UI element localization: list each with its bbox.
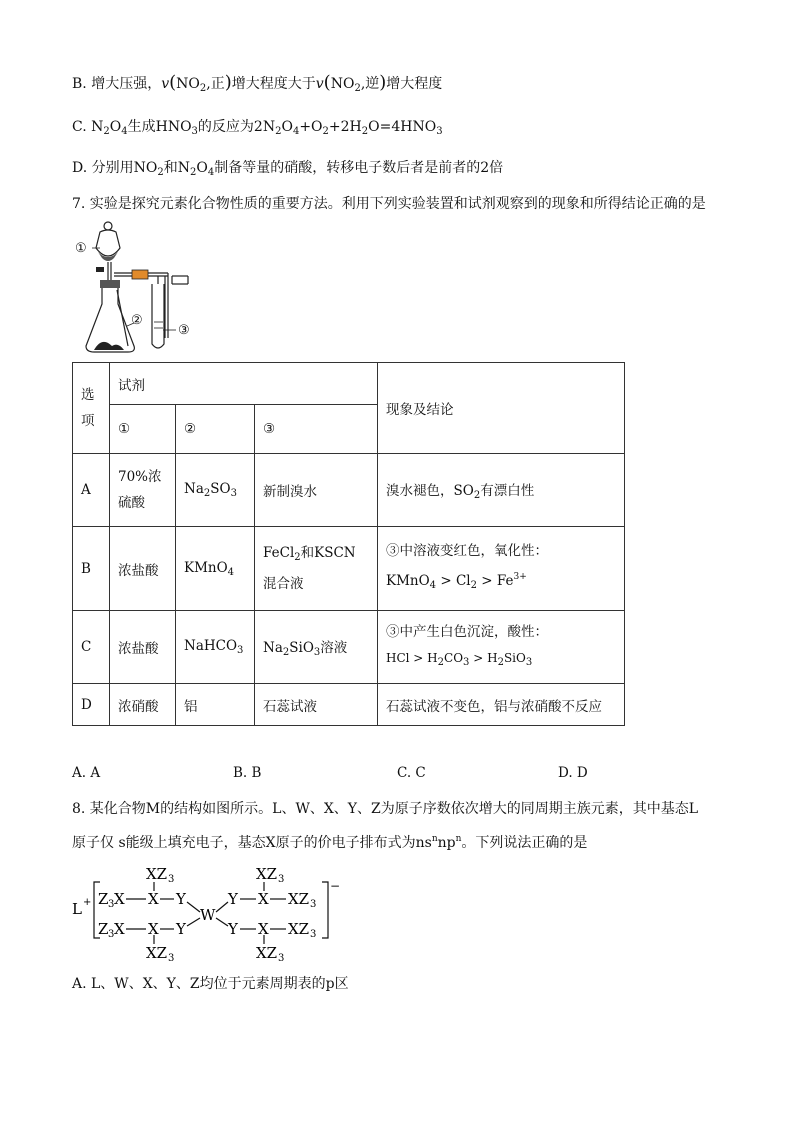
svg-text:X: X <box>114 890 125 908</box>
svg-text:Y: Y <box>228 920 238 938</box>
row-result: 溴水褪色，$SO_2$有漂白性 <box>378 454 625 527</box>
q8-option-a: A. L、W、X、Y、Z均位于元素周期表的p区 <box>72 976 349 992</box>
row-result: 石蕊试液不变色，铝与浓硝酸不反应 <box>378 684 625 726</box>
row-reagent-1: 浓硝酸 <box>110 684 176 726</box>
svg-text:3: 3 <box>310 929 317 940</box>
svg-text:+: + <box>83 897 92 908</box>
answer-b[interactable]: B. B <box>233 765 262 781</box>
svg-text:Y: Y <box>228 890 238 908</box>
reagent-table <box>72 362 625 726</box>
svg-text:W: W <box>200 906 216 924</box>
svg-text:Z: Z <box>98 890 109 908</box>
row-reagent-1: 浓盐酸 <box>110 527 176 611</box>
svg-text:X: X <box>258 920 269 938</box>
answer-c[interactable]: C. C <box>397 765 426 781</box>
q8-stem-line-2: 原子仅 s能级上填充电子，基态X原子的价电子排布式为$ns^nnp^n$。下列说法正确的是 <box>72 834 588 851</box>
table-row <box>73 454 625 527</box>
header-col-1: ① <box>110 405 176 454</box>
svg-text:Z: Z <box>98 920 109 938</box>
table-row <box>73 527 625 611</box>
row-option: D <box>73 684 110 726</box>
structure-formula <box>70 860 350 962</box>
svg-text:XZ: XZ <box>256 944 278 962</box>
apparatus-label-3: ③ <box>178 323 190 338</box>
q7-stem: 7. 实验是探究元素化合物性质的重要方法。利用下列实验装置和试剂观察到的现象和所得结论正确的是 <box>72 196 706 212</box>
answer-d[interactable]: D. D <box>558 765 588 781</box>
table-row <box>73 684 625 726</box>
answer-a[interactable]: A. A <box>72 765 101 781</box>
svg-text:XZ: XZ <box>288 890 310 908</box>
svg-text:X: X <box>148 920 159 938</box>
svg-text:3: 3 <box>108 899 115 910</box>
q6-option-c: C. $N_2O_4$生成$HNO_3$的反应为$2N_2O_4+O_2+2H_2O=4HNO_3$ <box>72 119 443 137</box>
row-reagent-2: 铝 <box>176 684 255 726</box>
row-result: ③中产生白色沉淀，酸性： HCl > $H_2CO_3 > H_2SiO_3$ <box>378 611 625 684</box>
svg-text:3: 3 <box>278 953 285 962</box>
svg-text:3: 3 <box>108 929 115 940</box>
row-reagent-1: 70%浓 硫酸 <box>110 454 176 527</box>
row-option: A <box>73 454 110 527</box>
svg-text:Y: Y <box>176 920 186 938</box>
header-col-2: ② <box>176 405 255 454</box>
apparatus-label-2: ② <box>131 313 143 328</box>
row-result: ③中溶液变红色，氧化性： KMnO$_4$ > $Cl_2 > Fe^{3+}$ <box>378 527 625 611</box>
row-reagent-2: $Na_2SO_3$ <box>176 454 255 527</box>
row-reagent-3: $Na_2SiO_3$溶液 <box>255 611 378 684</box>
row-reagent-3: 石蕊试液 <box>255 684 378 726</box>
q8-stem-line-1: 8. 某化合物M的结构如图所示。L、W、X、Y、Z为原子序数依次增大的同周期主族元素，其中基态L <box>72 801 699 817</box>
svg-text:3: 3 <box>168 953 175 962</box>
row-reagent-1: 浓盐酸 <box>110 611 176 684</box>
svg-text:−: − <box>330 879 341 893</box>
header-option: 选 项 <box>73 363 110 454</box>
row-option: B <box>73 527 110 611</box>
svg-text:3: 3 <box>278 874 285 885</box>
row-reagent-3: FeCl$_2$和KSCN 混合液 <box>255 527 378 611</box>
q6-option-b: B. 增大压强，$v(NO_2$,正)增大程度大于$v(NO_2$,逆)增大程度 <box>72 72 443 94</box>
svg-text:XZ: XZ <box>288 920 310 938</box>
svg-text:3: 3 <box>168 874 175 885</box>
svg-text:X: X <box>114 920 125 938</box>
row-option: C <box>73 611 110 684</box>
svg-text:X: X <box>258 890 269 908</box>
q6-option-d: D. 分别用$NO_2$和$N_2O_4$制备等量的硝酸，转移电子数后者是前者的2倍 <box>72 160 504 178</box>
svg-text:XZ: XZ <box>146 865 168 883</box>
svg-text:XZ: XZ <box>256 865 278 883</box>
row-reagent-3: 新制溴水 <box>255 454 378 527</box>
svg-text:Y: Y <box>176 890 186 908</box>
cation-L: L <box>72 900 82 918</box>
svg-text:X: X <box>148 890 159 908</box>
table-row <box>73 611 625 684</box>
header-reagent: 试剂 <box>110 363 378 405</box>
header-col-3: ③ <box>255 405 378 454</box>
svg-text:3: 3 <box>310 899 317 910</box>
row-reagent-2: NaHCO$_3$ <box>176 611 255 684</box>
row-reagent-2: KMnO$_4$ <box>176 527 255 611</box>
svg-text:XZ: XZ <box>146 944 168 962</box>
header-result: 现象及结论 <box>378 363 625 454</box>
apparatus-label-1: ① <box>75 241 87 256</box>
